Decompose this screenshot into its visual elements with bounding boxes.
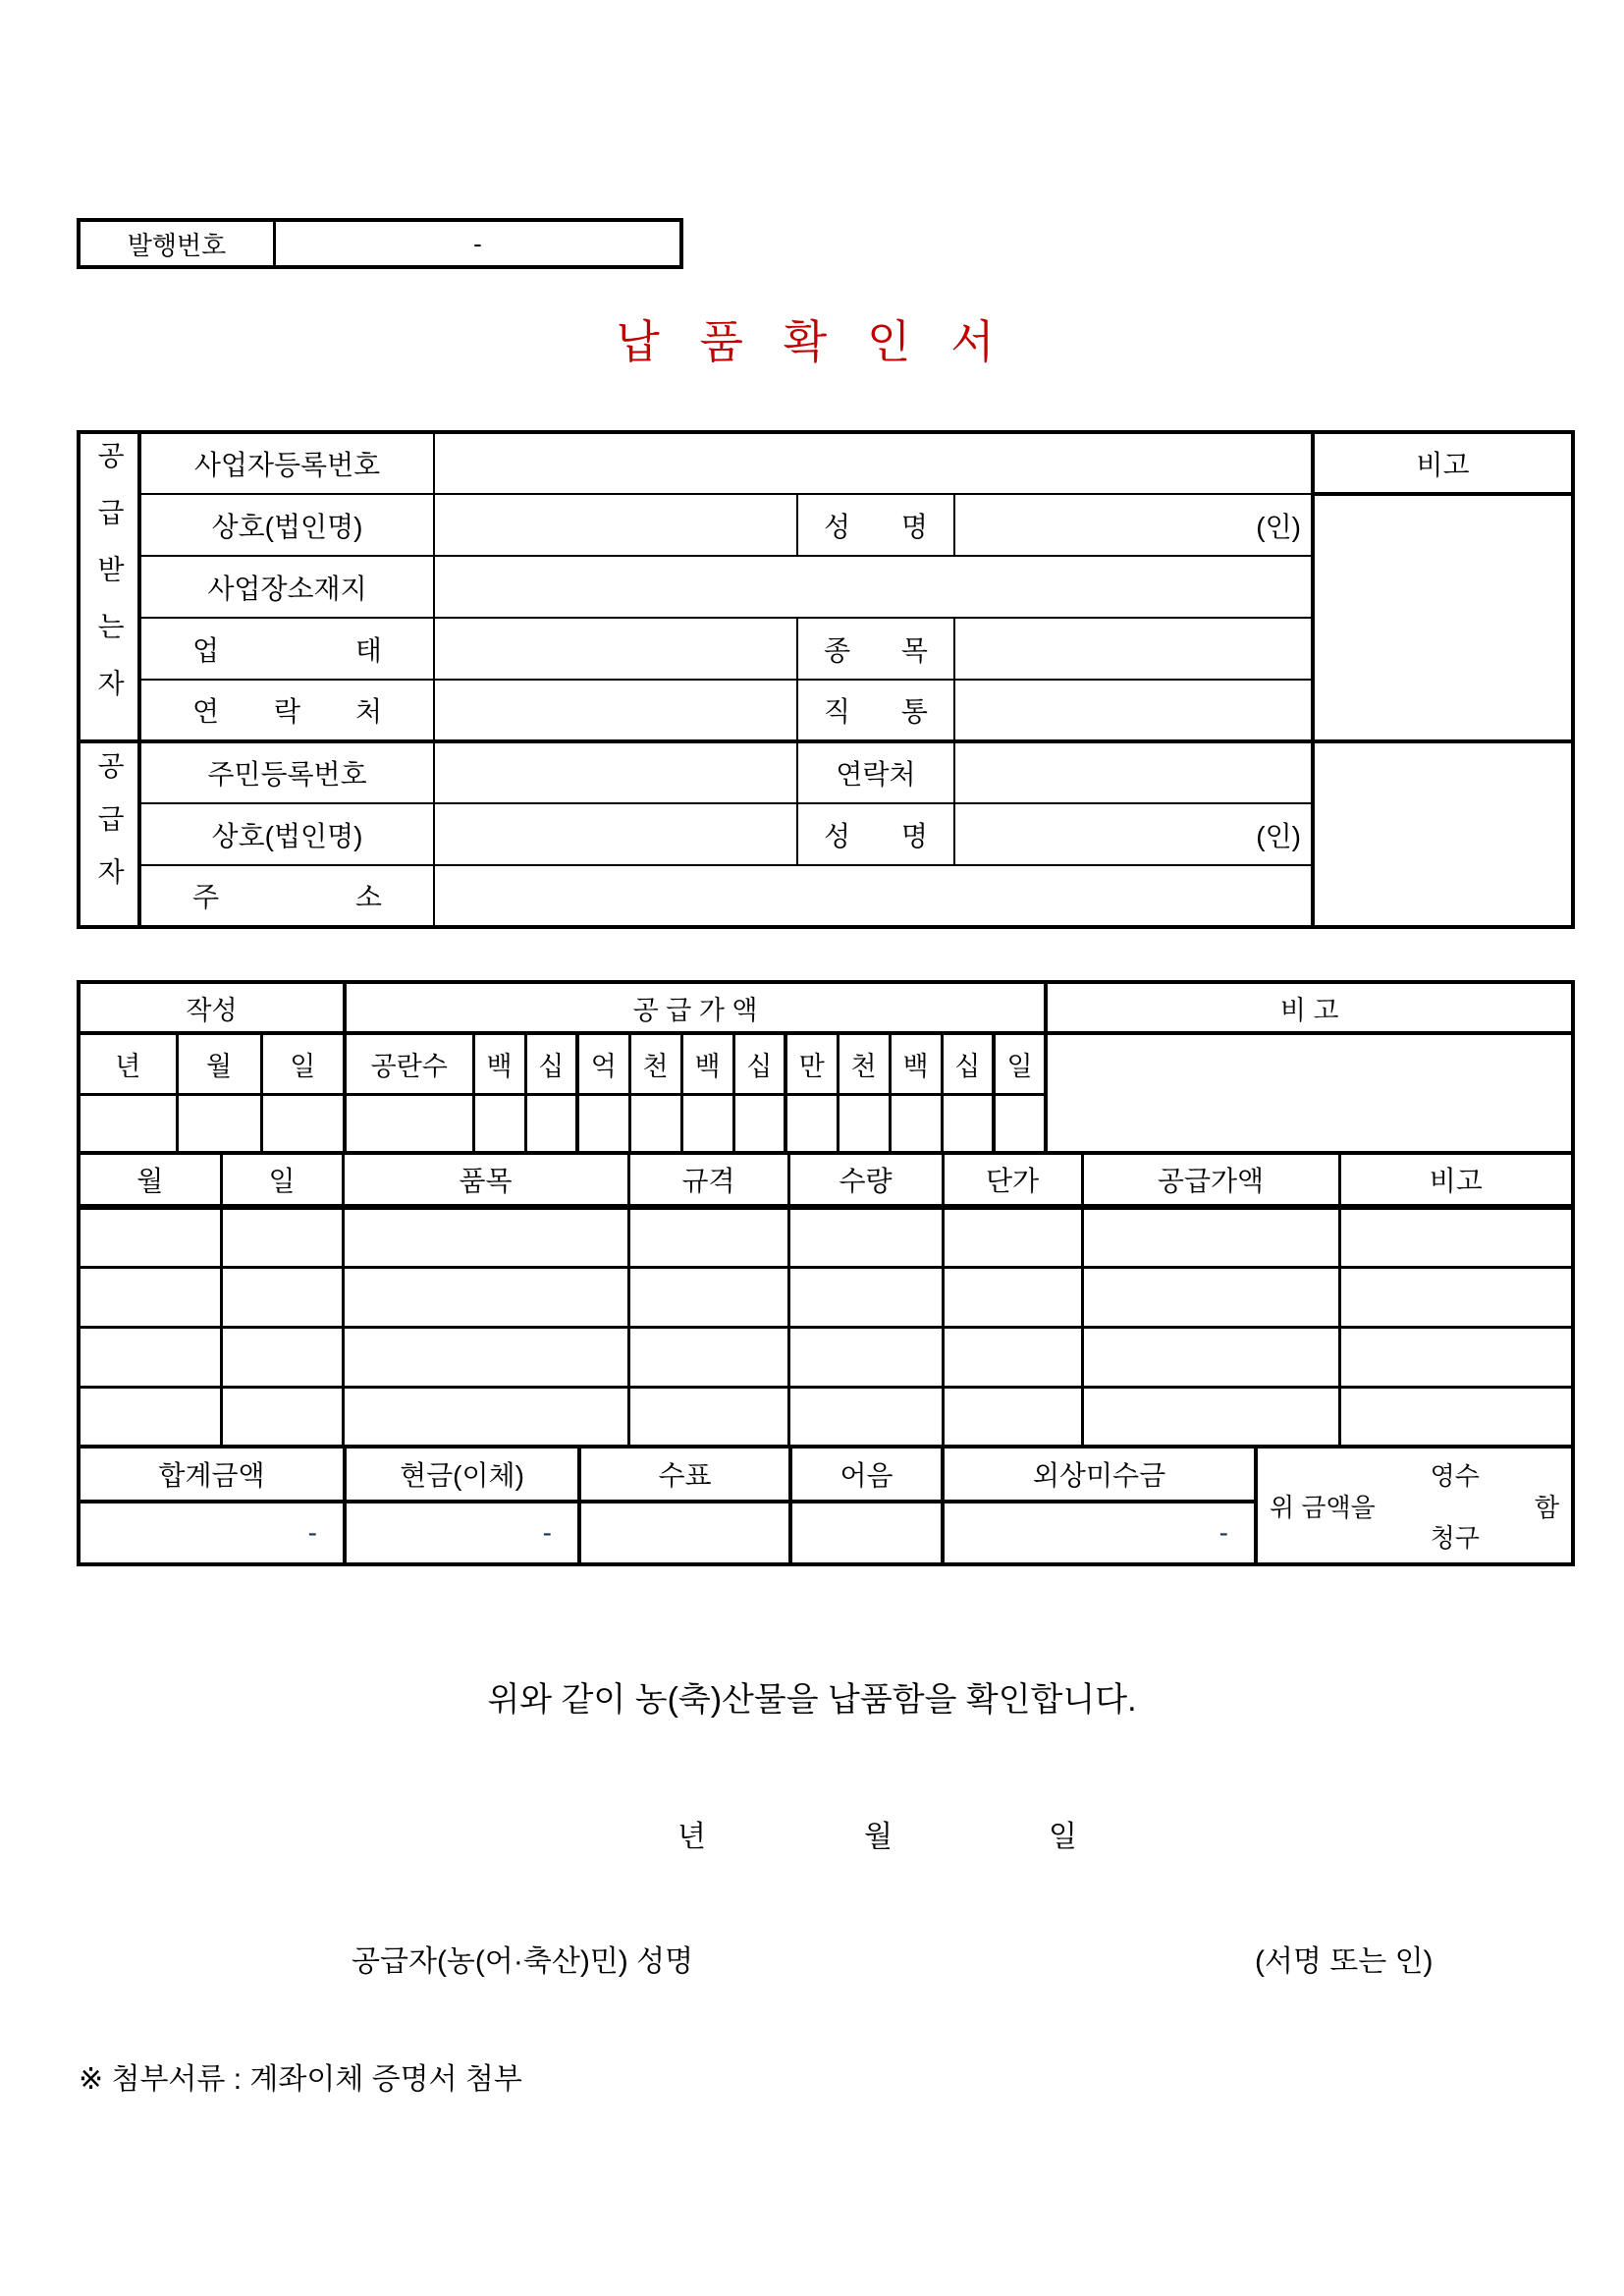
item-cell[interactable]	[1339, 1207, 1573, 1267]
supplier-name-label: 성 명	[797, 803, 954, 865]
biz-reg-number-label: 사업자등록번호	[139, 432, 434, 494]
supplier-address-label: 주 소	[139, 865, 434, 927]
item-unit-price-header: 단가	[943, 1153, 1082, 1207]
item-month-header: 월	[79, 1153, 221, 1207]
page-title: 납 품 확 인 서	[616, 316, 1008, 367]
digit-header: 십	[733, 1033, 785, 1094]
digit-header: 백	[890, 1033, 942, 1094]
cash-transfer-label: 현금(이체)	[345, 1447, 579, 1502]
digit-field[interactable]	[525, 1094, 577, 1153]
business-address-field[interactable]	[434, 556, 1313, 618]
confirmation-text: 위와 같이 농(축)산물을 납품함을 확인합니다.	[487, 1681, 1137, 1719]
item-cell[interactable]	[1339, 1327, 1573, 1387]
digit-header: 천	[629, 1033, 681, 1094]
item-cell[interactable]	[788, 1267, 943, 1327]
business-item-field[interactable]	[954, 618, 1313, 680]
item-cell[interactable]	[628, 1327, 788, 1387]
item-cell[interactable]	[79, 1327, 221, 1387]
recipient-supplier-table	[77, 430, 1575, 929]
blank-count-field[interactable]	[345, 1094, 473, 1153]
item-remarks-header: 비고	[1339, 1153, 1573, 1207]
item-cell[interactable]	[343, 1387, 628, 1447]
claim-word[interactable]: 청구	[1430, 1523, 1480, 1553]
item-cell[interactable]	[343, 1327, 628, 1387]
digit-header: 억	[577, 1033, 629, 1094]
item-cell[interactable]	[1339, 1387, 1573, 1447]
business-type-field[interactable]	[434, 618, 797, 680]
biz-reg-number-field[interactable]	[434, 432, 1313, 494]
digit-field[interactable]	[838, 1094, 890, 1153]
item-cell[interactable]	[343, 1267, 628, 1327]
supplier-contact-field[interactable]	[954, 741, 1313, 803]
promissory-note-label: 어음	[790, 1447, 943, 1502]
check-label: 수표	[579, 1447, 790, 1502]
item-cell[interactable]	[221, 1207, 343, 1267]
year-header: 년	[79, 1033, 177, 1094]
digit-field[interactable]	[890, 1094, 942, 1153]
day-header: 일	[261, 1033, 345, 1094]
day-field[interactable]	[261, 1094, 345, 1153]
business-type-label: 업 태	[139, 618, 434, 680]
item-day-header: 일	[221, 1153, 343, 1207]
digit-header: 백	[681, 1033, 733, 1094]
amount-header-table	[77, 980, 1575, 1155]
recipient-trade-name-label: 상호(법인명)	[139, 494, 434, 556]
item-cell[interactable]	[221, 1267, 343, 1327]
digit-header: 일	[994, 1033, 1046, 1094]
date-day-label: 일	[1049, 1821, 1077, 1853]
item-cell[interactable]	[628, 1207, 788, 1267]
supplier-address-field[interactable]	[434, 865, 1313, 927]
supplier-name-field[interactable]: (인)	[954, 803, 1313, 865]
resident-number-label: 주민등록번호	[139, 741, 434, 803]
recipient-contact-label: 연 락 처	[139, 680, 434, 741]
item-cell[interactable]	[628, 1387, 788, 1447]
item-cell[interactable]	[1082, 1207, 1339, 1267]
total-amount-field[interactable]: -	[79, 1502, 345, 1564]
direct-line-label: 직 통	[797, 680, 954, 741]
digit-field[interactable]	[577, 1094, 629, 1153]
item-cell[interactable]	[79, 1207, 221, 1267]
signature-or-seal-note: (서명 또는 인)	[1255, 1945, 1434, 1978]
date-month-label: 월	[864, 1821, 893, 1853]
supplier-group-label: 공급자	[94, 751, 125, 910]
recipient-group-label: 공급받는자	[94, 441, 125, 726]
recipient-trade-name-field[interactable]	[434, 494, 797, 556]
digit-field[interactable]	[785, 1094, 838, 1153]
supplier-group-header	[79, 741, 139, 927]
promissory-note-field[interactable]	[790, 1502, 943, 1564]
supplier-contact-label: 연락처	[797, 741, 954, 803]
month-field[interactable]	[177, 1094, 261, 1153]
business-item-label: 종 목	[797, 618, 954, 680]
supply-value-header: 공 급 가 액	[345, 982, 1046, 1033]
amount-remarks-field[interactable]	[1046, 1033, 1573, 1153]
month-header: 월	[177, 1033, 261, 1094]
receivable-field[interactable]: -	[943, 1502, 1256, 1564]
recipient-contact-field[interactable]	[434, 680, 797, 741]
item-cell[interactable]	[79, 1387, 221, 1447]
digit-header: 만	[785, 1033, 838, 1094]
receipt-claim-cell	[1256, 1447, 1573, 1564]
receipt-word[interactable]: 영수	[1430, 1461, 1480, 1491]
item-cell[interactable]	[1339, 1267, 1573, 1327]
digit-header: 십	[525, 1033, 577, 1094]
year-field[interactable]	[79, 1094, 177, 1153]
item-cell[interactable]	[943, 1267, 1082, 1327]
item-spec-header: 규격	[628, 1153, 788, 1207]
item-list-table	[77, 1151, 1575, 1449]
digit-field[interactable]	[733, 1094, 785, 1153]
supplier-trade-name-label: 상호(법인명)	[139, 803, 434, 865]
recipient-name-field[interactable]: (인)	[954, 494, 1313, 556]
supplier-trade-name-field[interactable]	[434, 803, 797, 865]
cash-transfer-field[interactable]: -	[345, 1502, 579, 1564]
recipient-remarks-field[interactable]	[1313, 494, 1573, 741]
digit-header: 천	[838, 1033, 890, 1094]
written-date-header: 작성	[79, 982, 345, 1033]
issue-number-box	[77, 218, 683, 269]
resident-number-field[interactable]	[434, 741, 797, 803]
item-cell[interactable]	[943, 1387, 1082, 1447]
digit-field[interactable]	[942, 1094, 994, 1153]
digit-field[interactable]	[629, 1094, 681, 1153]
receivable-label: 외상미수금	[943, 1447, 1256, 1502]
item-cell[interactable]	[628, 1267, 788, 1327]
direct-line-field[interactable]	[954, 680, 1313, 741]
item-cell[interactable]	[1082, 1327, 1339, 1387]
item-cell[interactable]	[788, 1387, 943, 1447]
item-supply-value-header: 공급가액	[1082, 1153, 1339, 1207]
attachment-note: ※ 첨부서류 : 계좌이체 증명서 첨부	[79, 2063, 522, 2096]
item-name-header: 품목	[343, 1153, 628, 1207]
issue-number-label: 발행번호	[79, 220, 275, 267]
remarks-header: 비고	[1313, 432, 1573, 494]
digit-header: 십	[942, 1033, 994, 1094]
item-cell[interactable]	[943, 1207, 1082, 1267]
item-cell[interactable]	[79, 1267, 221, 1327]
item-qty-header: 수량	[788, 1153, 943, 1207]
issue-number-field[interactable]: -	[275, 220, 682, 267]
amount-prefix-label: 위 금액을	[1270, 1492, 1376, 1522]
item-cell[interactable]	[1082, 1267, 1339, 1327]
blank-count-header: 공란수	[345, 1033, 473, 1094]
supplier-signature-label: 공급자(농(어·축산)민) 성명	[352, 1945, 694, 1978]
supplier-remarks-field[interactable]	[1313, 741, 1573, 927]
item-cell[interactable]	[221, 1327, 343, 1387]
summary-table	[77, 1445, 1575, 1566]
item-cell[interactable]	[343, 1207, 628, 1267]
digit-field[interactable]	[681, 1094, 733, 1153]
check-field[interactable]	[579, 1502, 790, 1564]
date-year-label: 년	[677, 1821, 706, 1853]
item-cell[interactable]	[221, 1387, 343, 1447]
item-cell[interactable]	[943, 1327, 1082, 1387]
digit-field[interactable]	[994, 1094, 1046, 1153]
digit-field[interactable]	[473, 1094, 525, 1153]
total-amount-label: 합계금액	[79, 1447, 345, 1502]
item-cell[interactable]	[788, 1207, 943, 1267]
recipient-name-label: 성 명	[797, 494, 954, 556]
business-address-label: 사업장소재지	[139, 556, 434, 618]
recipient-group-header	[79, 432, 139, 741]
item-cell[interactable]	[1082, 1387, 1339, 1447]
amount-remarks-header: 비 고	[1046, 982, 1573, 1033]
digit-header: 백	[473, 1033, 525, 1094]
amount-suffix-label: 함	[1534, 1492, 1559, 1522]
item-cell[interactable]	[788, 1327, 943, 1387]
